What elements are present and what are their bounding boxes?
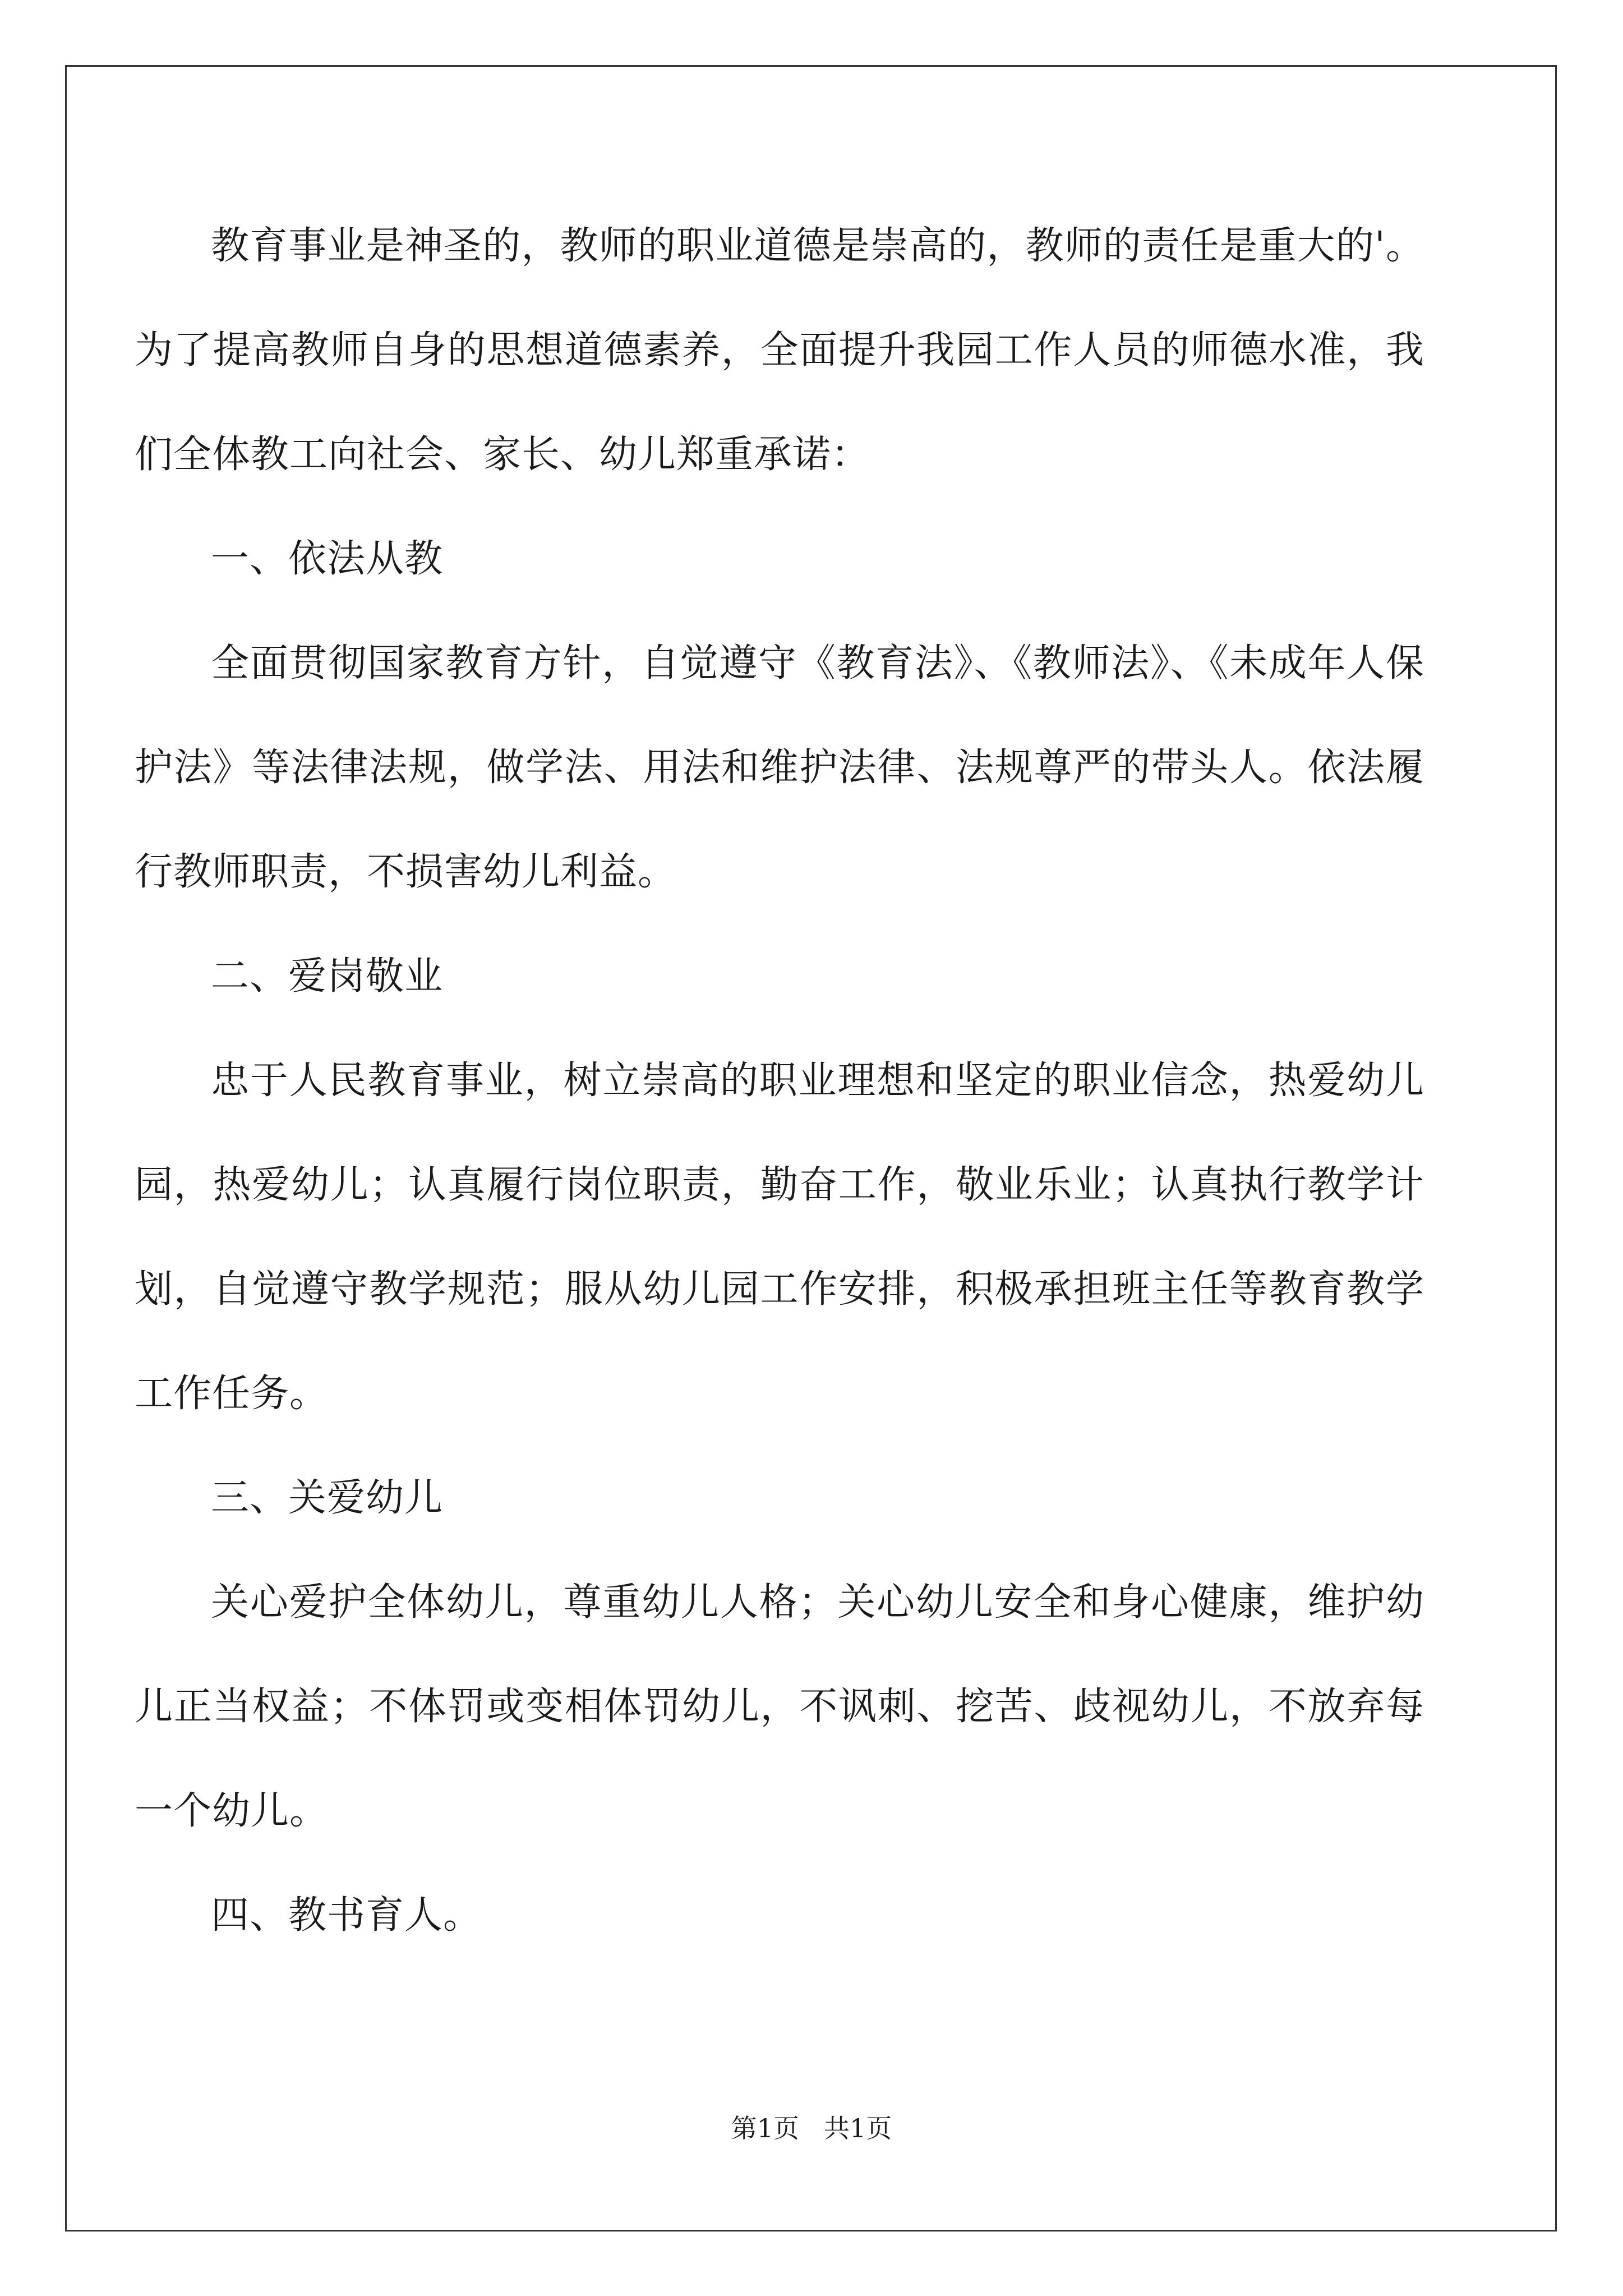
document-body xyxy=(135,194,1424,1968)
section-paragraph-1: 全面贯彻国家教育方针，自觉遵守《教育法》、《教师法》、《未成年人保护法》等法律法规，做学法、用法和维护法律、法规尊严的带头人。依法履行教师职责，不损害幼儿利益。 xyxy=(135,641,1424,894)
section-heading-2: 二、爱岗敬业 xyxy=(211,954,444,999)
section-heading-1: 一、依法从教 xyxy=(211,537,444,581)
section-paragraph-2: 忠于人民教育事业，树立崇高的职业理想和坚定的职业信念，热爱幼儿园，热爱幼儿；认真履行岗位职责，勤奋工作，敬业乐业；认真执行教学计划，自觉遵守教学规范；服从幼儿园工作安排，积极承担班主任等教育教学工作任务。 xyxy=(135,1059,1424,1416)
section-heading-3: 三、关爱幼儿 xyxy=(211,1476,444,1520)
page-number: 第1页 xyxy=(731,2113,800,2143)
page-footer xyxy=(0,2111,1623,2145)
section-paragraph-3: 关心爱护全体幼儿，尊重幼儿人格；关心幼儿安全和身心健康，维护幼儿正当权益；不体罚或变相体罚幼儿，不讽刺、挖苦、歧视幼儿，不放弃每一个幼儿。 xyxy=(135,1580,1424,1833)
section-heading-4: 四、教书育人。 xyxy=(211,1893,482,1938)
page-total: 共1页 xyxy=(823,2113,892,2143)
intro-paragraph: 教育事业是神圣的，教师的职业道德是崇高的，教师的责任是重大的'。为了提高教师自身的思想道德素养，全面提升我园工作人员的师德水准，我们全体教工向社会、家长、幼儿郑重承诺： xyxy=(135,224,1424,477)
footer-spacer xyxy=(799,2113,824,2143)
